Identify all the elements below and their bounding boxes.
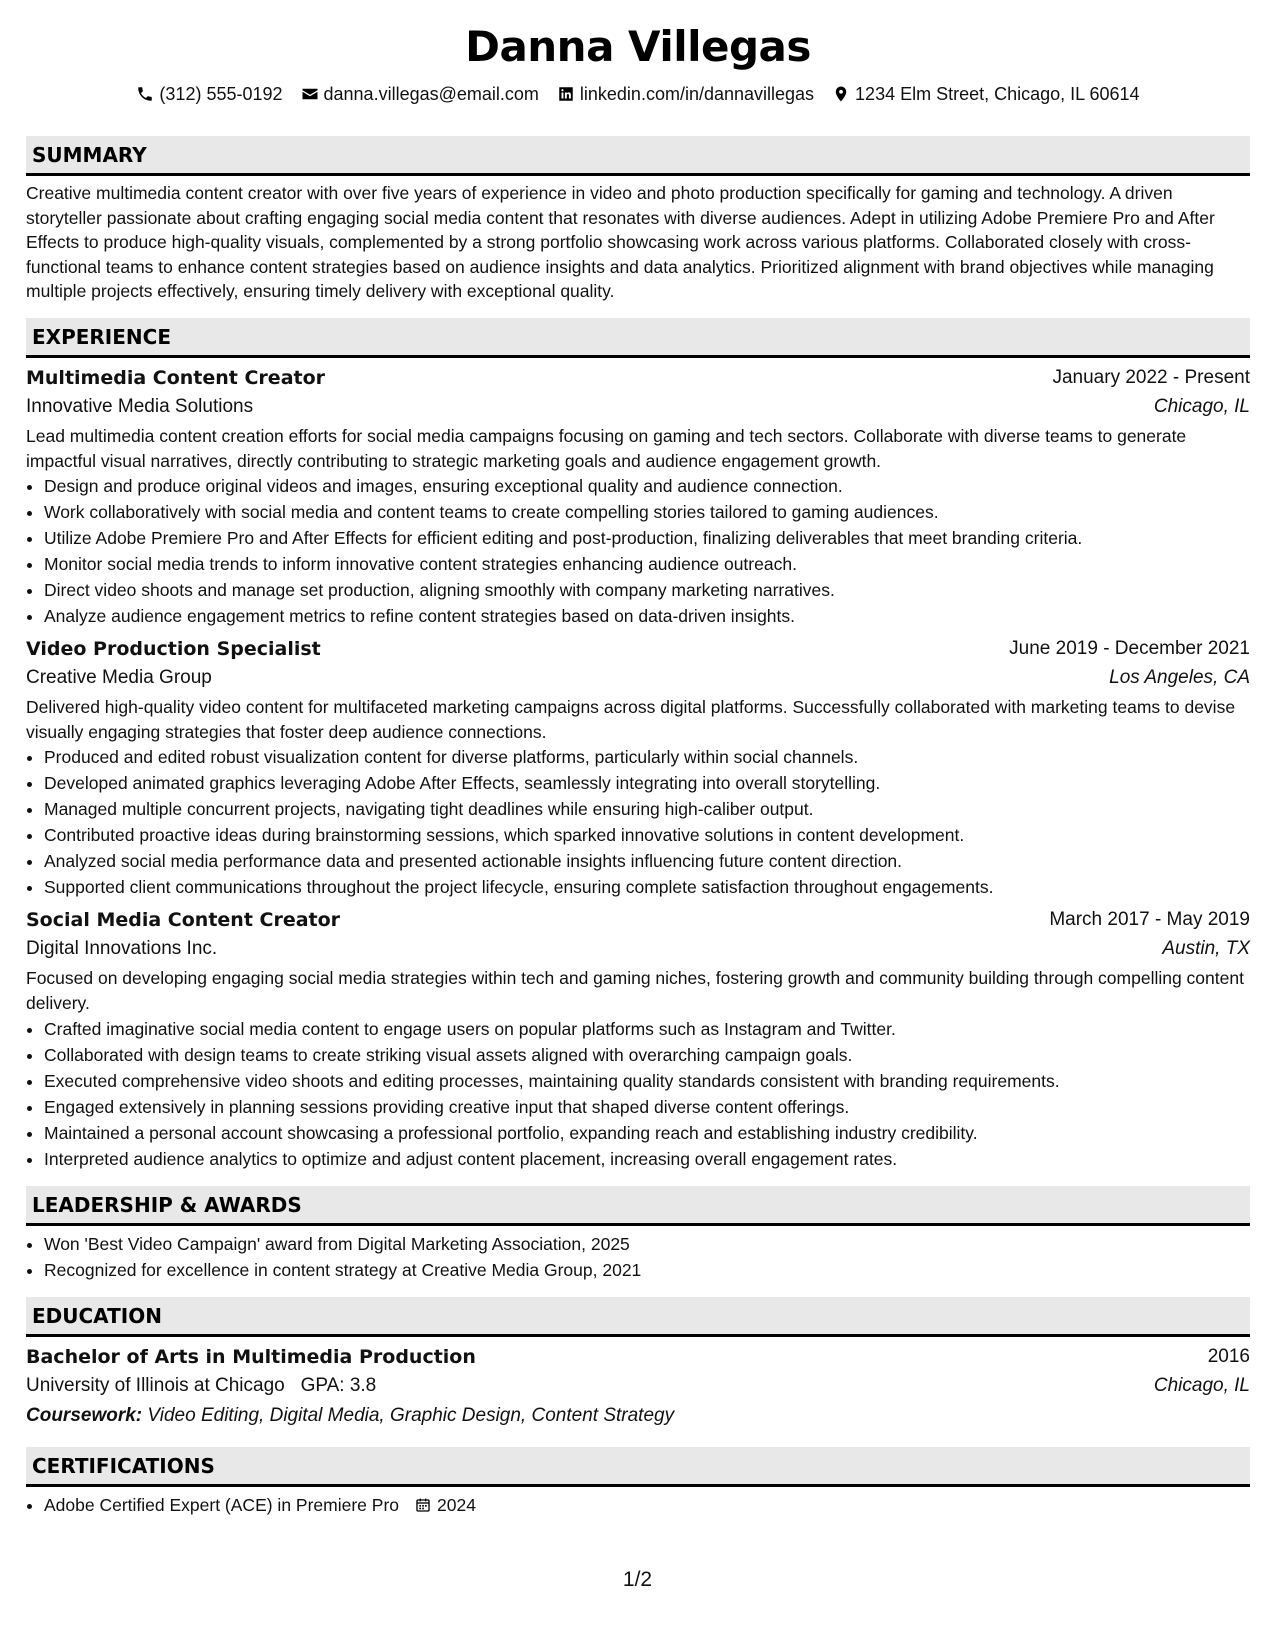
graduation-year: 2016 <box>1207 1345 1250 1367</box>
phone-icon <box>136 85 154 103</box>
calendar-icon <box>415 1497 431 1513</box>
list-item: • Crafted imaginative social media content to engage users on popular platforms such as Instagram and Twitter. <box>44 1016 1250 1042</box>
contact-bar <box>26 82 1250 106</box>
job-dates: June 2019 - December 2021 <box>1009 638 1250 660</box>
certification-name: • Adobe Certified Expert (ACE) in Premiere Pro <box>44 1494 399 1515</box>
certification-year: 2024 <box>437 1494 476 1515</box>
list-item: • Maintained a personal account showcasing a professional portfolio, expanding reach and establishing industry credibility. <box>44 1120 1250 1146</box>
contact-phone <box>136 82 282 106</box>
education-subheader <box>26 1371 1250 1401</box>
list-item: • Developed animated graphics leveraging Adobe After Effects, seamlessly integrating into overall storytelling. <box>44 770 1250 796</box>
job-location: Los Angeles, CA <box>1109 667 1250 689</box>
education-entry <box>26 1343 1250 1431</box>
job-description: Delivered high-quality video content for multifaceted marketing campaigns across digital platforms. Successfully collaborated with marketing teams to devise visually engaging strategies that foster deep audience connections. <box>26 697 1236 742</box>
location-icon <box>832 85 850 103</box>
job-subheader <box>26 663 1250 693</box>
list-item: • Produced and edited robust visualization content for diverse platforms, particularly within social channels. <box>44 744 1250 770</box>
education-header <box>26 1343 1250 1371</box>
list-item <box>44 1492 1250 1518</box>
job-bullets <box>26 1016 1250 1172</box>
email-icon <box>301 85 319 103</box>
job-company: Innovative Media Solutions <box>26 395 254 417</box>
linkedin-icon <box>557 85 575 103</box>
list-item: • Won 'Best Video Campaign' award from Digital Marketing Association, 2025 <box>44 1231 1250 1257</box>
job-bullets <box>26 744 1250 900</box>
job-company: Creative Media Group <box>26 667 212 689</box>
contact-email[interactable] <box>301 82 539 106</box>
certifications-heading: CERTIFICATIONS <box>26 1447 1250 1487</box>
list-item: • Collaborated with design teams to create striking visual assets aligned with overarching campaign goals. <box>44 1042 1250 1068</box>
candidate-name: Danna Villegas <box>465 22 811 71</box>
list-item: • Managed multiple concurrent projects, navigating tight deadlines while ensuring high-caliber output. <box>44 796 1250 822</box>
school-location: Chicago, IL <box>1153 1374 1250 1396</box>
job-header <box>26 364 1250 392</box>
list-item: • Engaged extensively in planning sessions providing creative input that shaped diverse content offerings. <box>44 1094 1250 1120</box>
list-item: • Utilize Adobe Premiere Pro and After Effects for efficient editing and post-production, finalizing deliverables that meet branding criteria. <box>44 525 1250 551</box>
list-item: • Work collaboratively with social media and content teams to create compelling stories tailored to gaming audiences. <box>44 499 1250 525</box>
job-description: Lead multimedia content creation efforts for social media campaigns focusing on gaming and tech sectors. Collaborate with diverse teams to generate impactful visual narratives, directly contributing to strategic marketing goals and audience engagement growth. <box>26 425 1187 471</box>
list-item: • Supported client communications throughout the project lifecycle, ensuring complete satisfaction throughout engagements. <box>44 874 1250 900</box>
list-item: • Executed comprehensive video shoots and editing processes, maintaining quality standards consistent with branding requirements. <box>44 1068 1250 1094</box>
job-title: Social Media Content Creator <box>26 909 341 932</box>
contact-address <box>832 82 1140 106</box>
linkedin-text[interactable]: linkedin.com/in/dannavillegas <box>579 84 815 104</box>
list-item: • Recognized for excellence in content strategy at Creative Media Group, 2021 <box>44 1257 1250 1283</box>
list-item: • Analyze audience engagement metrics to refine content strategies based on data-driven insights. <box>44 603 1250 629</box>
list-item: • Analyzed social media performance data and presented actionable insights influencing future content direction. <box>44 848 1250 874</box>
resume-page <box>26 18 1250 1518</box>
coursework-line <box>26 1401 1250 1431</box>
job-bullets <box>26 473 1250 629</box>
job-entry <box>26 364 1250 629</box>
job-location: Chicago, IL <box>1153 395 1250 417</box>
list-item: • Monitor social media trends to inform innovative content strategies enhancing audience outreach. <box>44 551 1250 577</box>
degree: Bachelor of Arts in Multimedia Production <box>26 1345 476 1368</box>
job-header <box>26 906 1250 934</box>
list-item: • Direct video shoots and manage set production, aligning smoothly with company marketing narratives. <box>44 577 1250 603</box>
experience-heading: EXPERIENCE <box>26 318 1250 358</box>
certification-line <box>44 1492 476 1518</box>
list-item: • Design and produce original videos and images, ensuring exceptional quality and audience connection. <box>44 473 1250 499</box>
job-entry <box>26 906 1250 1171</box>
job-dates: January 2022 - Present <box>1052 366 1250 388</box>
coursework-text: Video Editing, Digital Media, Graphic Design, Content Strategy <box>147 1404 675 1426</box>
job-location: Austin, TX <box>1162 938 1250 960</box>
list-item: • Contributed proactive ideas during brainstorming sessions, which sparked innovative solutions in content development. <box>44 822 1250 848</box>
school-line <box>26 1371 376 1401</box>
job-subheader <box>26 392 1250 422</box>
coursework-label: Coursework: <box>26 1404 143 1426</box>
awards-heading: LEADERSHIP & AWARDS <box>26 1186 1250 1226</box>
summary-heading: SUMMARY <box>26 136 1250 176</box>
phone-text: (312) 555-0192 <box>159 84 283 104</box>
job-entry <box>26 635 1250 900</box>
gpa: GPA: 3.8 <box>300 1374 377 1396</box>
certifications-list <box>26 1492 1250 1518</box>
school-name: University of Illinois at Chicago <box>26 1374 285 1396</box>
job-title: Video Production Specialist <box>26 638 321 661</box>
address-text: 1234 Elm Street, Chicago, IL 60614 <box>855 84 1140 104</box>
job-description: Focused on developing engaging social media strategies within tech and gaming niches, fostering growth and community building through compelling content delivery. <box>26 968 1244 1013</box>
awards-list <box>26 1231 1250 1283</box>
job-title: Multimedia Content Creator <box>26 366 326 389</box>
contact-linkedin[interactable] <box>557 82 814 106</box>
email-text[interactable]: danna.villegas@email.com <box>323 84 539 104</box>
job-company: Digital Innovations Inc. <box>26 938 218 960</box>
summary-text: Creative multimedia content creator with over five years of experience in video and photo production specifically for gaming and technology. A driven storyteller passionate about crafting engaging social media content that resonates with diverse audiences. Adept in utilizing Adobe Premiere Pro and After Effects to produce high-quality visuals, complemented by a strong portfolio showcasing work across various platforms. Collaborated closely with cross-functional teams to enhance content strategies based on audience insights and data analytics. Prioritized alignment with brand objectives while managing multiple projects effectively, ensuring timely delivery with exceptional quality. <box>26 183 1215 302</box>
job-subheader <box>26 934 1250 964</box>
list-item: • Interpreted audience analytics to optimize and adjust content placement, increasing overall engagement rates. <box>44 1146 1250 1172</box>
job-dates: March 2017 - May 2019 <box>1049 909 1250 931</box>
education-heading: EDUCATION <box>26 1297 1250 1337</box>
job-header <box>26 635 1250 663</box>
page-number: 1/2 <box>622 1568 653 1591</box>
